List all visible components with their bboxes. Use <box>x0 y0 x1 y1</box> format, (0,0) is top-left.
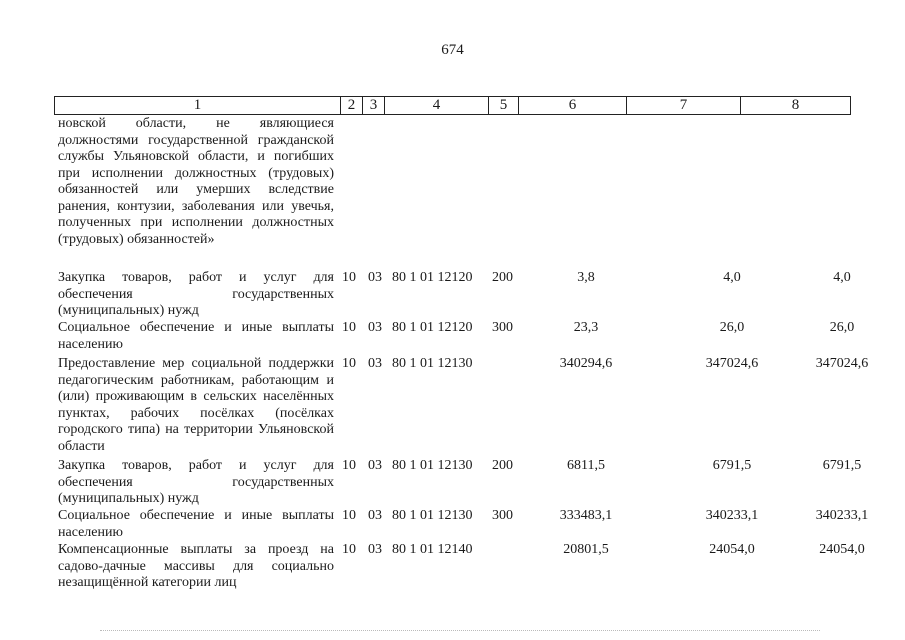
section-code: 10 <box>342 458 356 473</box>
amount-col-8: 4,0 <box>833 270 851 285</box>
subsection-code: 03 <box>368 508 382 523</box>
column-number-row <box>55 97 851 115</box>
section-code: 10 <box>342 270 356 285</box>
column-header-4: 4 <box>385 97 489 115</box>
target-article-code: 80 1 01 12120 <box>392 270 473 285</box>
subsection-code: 03 <box>368 458 382 473</box>
section-code: 10 <box>342 356 356 371</box>
amount-col-6: 333483,1 <box>559 508 613 523</box>
amount-col-6: 23,3 <box>573 320 599 335</box>
amount-col-8: 26,0 <box>829 320 855 335</box>
subsection-code: 03 <box>368 270 382 285</box>
table-row <box>58 542 865 594</box>
row-description: Социальное обеспечение и иные выплаты населению <box>58 508 334 540</box>
table-body <box>58 116 869 594</box>
table-row <box>58 458 862 508</box>
section-code: 10 <box>342 542 356 557</box>
amount-col-7: 26,0 <box>719 320 745 335</box>
amount-col-6: 3,8 <box>577 270 595 285</box>
column-header-3: 3 <box>363 97 385 115</box>
table-header <box>54 96 851 115</box>
amount-col-6: 340294,6 <box>559 356 613 371</box>
scan-artifact-line <box>100 630 820 633</box>
target-article-code: 80 1 01 12120 <box>392 320 473 335</box>
target-article-code: 80 1 01 12140 <box>392 542 473 557</box>
target-article-code: 80 1 01 12130 <box>392 508 473 523</box>
section-code: 10 <box>342 320 356 335</box>
row-description: новской области, не являющиеся должностями государственной гражданской службы Ульяновской области, и погибших при исполнении должностных (трудовых) обязанностей или умерших вследствие ранения, контузии, заболевания или увечья, полученных при исполнении должностных (трудовых) обязанностей» <box>58 116 334 247</box>
amount-col-7: 340233,1 <box>705 508 759 523</box>
column-header-2: 2 <box>341 97 363 115</box>
column-header-6: 6 <box>519 97 627 115</box>
row-description: Социальное обеспечение и иные выплаты населению <box>58 320 334 352</box>
target-article-code: 80 1 01 12130 <box>392 356 473 371</box>
expense-type-code: 300 <box>492 320 513 335</box>
expense-type-code: 200 <box>492 270 513 285</box>
amount-col-7: 6791,5 <box>712 458 752 473</box>
amount-col-7: 24054,0 <box>709 542 755 557</box>
table-row <box>58 116 858 270</box>
section-code: 10 <box>342 508 356 523</box>
row-description: Закупка товаров, работ и услуг для обеспечения государственных (муниципальных) нужд <box>58 270 334 318</box>
expense-type-code: 200 <box>492 458 513 473</box>
row-description: Закупка товаров, работ и услуг для обеспечения государственных (муниципальных) нужд <box>58 458 334 506</box>
table-row <box>58 508 869 542</box>
subsection-code: 03 <box>368 542 382 557</box>
column-header-7: 7 <box>627 97 741 115</box>
amount-col-6: 6811,5 <box>567 458 605 473</box>
column-header-1: 1 <box>55 97 341 115</box>
page-number: 674 <box>441 42 464 58</box>
row-description: Компенсационные выплаты за проезд на садово-дачные массивы для социально незащищённой категории лиц <box>58 542 334 590</box>
table-row <box>58 320 858 356</box>
amount-col-8: 347024,6 <box>815 356 869 371</box>
amount-col-6: 20801,5 <box>563 542 609 557</box>
amount-col-7: 4,0 <box>723 270 741 285</box>
amount-col-7: 347024,6 <box>705 356 759 371</box>
amount-col-8: 6791,5 <box>822 458 862 473</box>
table-row <box>58 356 869 458</box>
table-row <box>58 270 858 320</box>
column-header-8: 8 <box>741 97 851 115</box>
expense-type-code: 300 <box>492 508 513 523</box>
amount-col-8: 24054,0 <box>819 542 865 557</box>
subsection-code: 03 <box>368 356 382 371</box>
amount-col-8: 340233,1 <box>815 508 869 523</box>
subsection-code: 03 <box>368 320 382 335</box>
row-description: Предоставление мер социальной поддержки педагогическим работникам, работающим и (или) проживающим в сельских населённых пунктах, рабочих посёлках (посёлках городского типа) на территории Ульяновской области <box>58 356 334 454</box>
target-article-code: 80 1 01 12130 <box>392 458 473 473</box>
column-header-5: 5 <box>489 97 519 115</box>
